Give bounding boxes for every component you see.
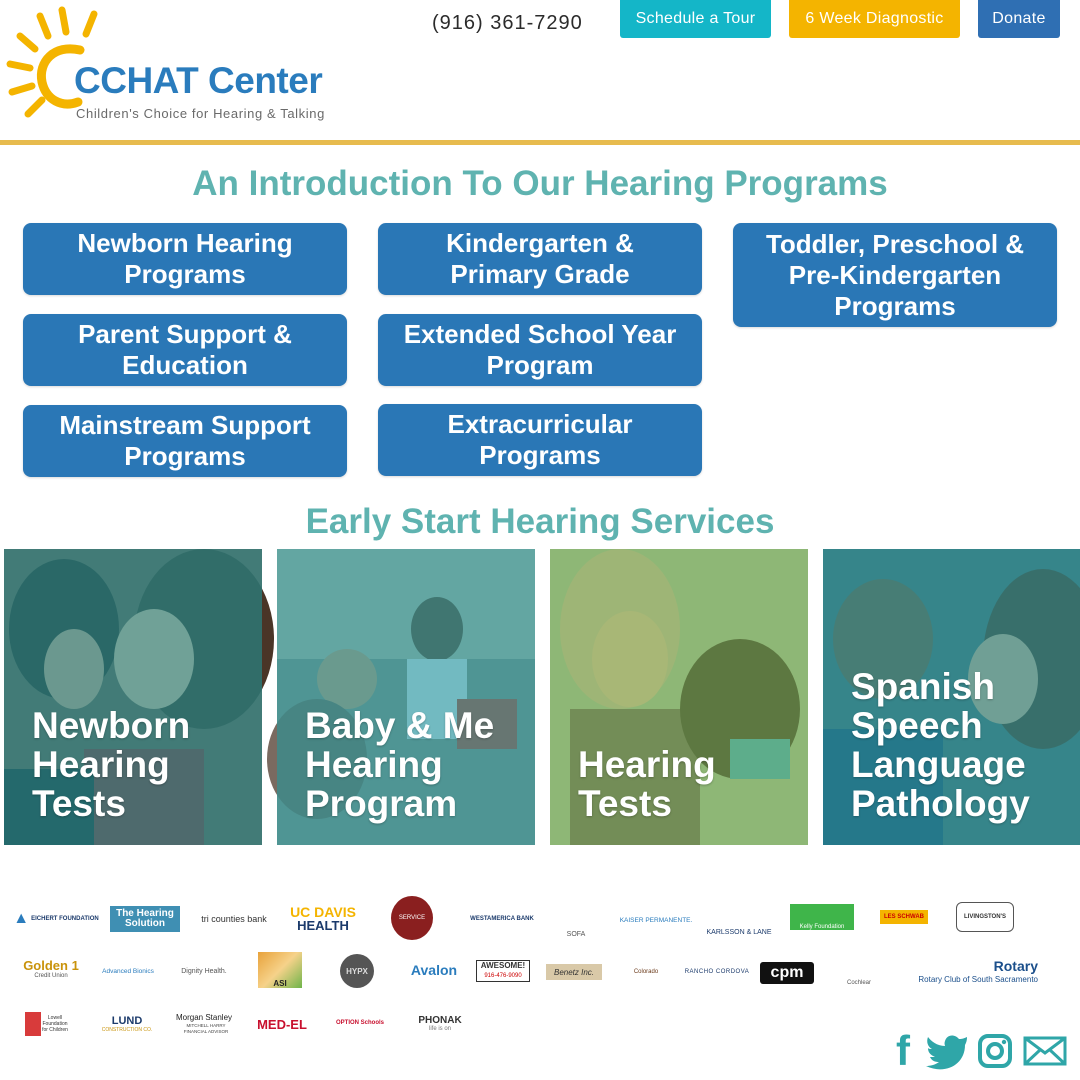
instagram-icon — [977, 1033, 1013, 1069]
awesome-phone: 916-476-9090 — [484, 973, 522, 979]
lund-sub-text: CONSTRUCTION CO. — [101, 1027, 153, 1033]
logo-subtitle: Children's Choice for Hearing & Talking — [76, 106, 325, 121]
phonak-tagline: life is on — [428, 1026, 451, 1032]
sponsor-golden1[interactable] — [20, 960, 82, 982]
tile-spanish-slp[interactable] — [823, 549, 1080, 845]
phonak-text: PHONAK — [418, 1015, 462, 1026]
sponsor-advanced-bionics[interactable]: Advanced Bionics — [102, 967, 154, 975]
ucdavis-text: UC DAVIS — [290, 904, 356, 920]
donate-button[interactable]: Donate — [978, 0, 1060, 38]
sofa-label: SOFA — [566, 931, 586, 938]
mail-icon — [1023, 1036, 1067, 1066]
sponsor-logos — [0, 890, 1080, 1050]
tile-newborn-hearing-tests[interactable] — [4, 549, 262, 845]
facebook-icon: f — [896, 1027, 910, 1074]
cchat-logo[interactable] — [2, 2, 362, 132]
schedule-tour-button[interactable]: Schedule a Tour — [620, 0, 771, 38]
early-start-heading: Early Start Hearing Services — [305, 502, 775, 541]
sponsor-kaiser[interactable]: KAISER PERMANENTE. — [619, 916, 693, 924]
phone-number-link[interactable]: (916) 361-7290 — [432, 12, 583, 34]
tile-hearing-tests[interactable] — [550, 549, 808, 845]
sponsor-tri-counties[interactable]: tri counties bank — [201, 914, 267, 924]
sponsor-colorado[interactable]: Colorado — [633, 969, 659, 975]
sponsor-uc-davis[interactable] — [288, 902, 358, 936]
sponsor-cochlear[interactable]: Cochlear — [846, 980, 871, 986]
diagnostic-button[interactable]: 6 Week Diagnostic — [789, 0, 960, 38]
header-divider — [0, 140, 1080, 145]
programs-heading: An Introduction To Our Hearing Programs — [192, 164, 888, 203]
awesome-text: AWESOME! — [480, 961, 526, 970]
rotary-club-text: Rotary Club of South Sacramento — [918, 975, 1038, 984]
twitter-icon — [925, 1033, 969, 1069]
sponsor-rotary[interactable] — [890, 956, 1038, 990]
program-newborn-hearing[interactable]: Newborn Hearing Programs — [23, 223, 347, 295]
sponsor-cpm[interactable]: cpm — [760, 962, 814, 984]
sponsor-westamerica[interactable]: WESTAMERICA BANK — [470, 916, 534, 922]
tile-label: Baby & Me Hearing Program — [305, 705, 495, 824]
sponsor-sofa[interactable] — [558, 902, 594, 938]
program-extended-school-year[interactable]: Extended School Year Program — [378, 314, 702, 386]
sponsor-asi[interactable]: ASI — [258, 952, 302, 988]
program-kindergarten-primary[interactable]: Kindergarten & Primary Grade — [378, 223, 702, 295]
sponsor-phonak[interactable] — [418, 1014, 462, 1036]
twitter-link[interactable] — [924, 1030, 970, 1072]
sponsor-karlsson-lane[interactable]: KARLSSON & LANE — [706, 929, 772, 936]
morgan-advisor-text: MITCHELL HARRY FINANCIAL ADVISOR — [183, 1023, 229, 1034]
sponsor-rancho-cordova[interactable]: RANCHO CORDOVA — [684, 969, 750, 975]
sponsor-service-seal[interactable]: SERVICE — [391, 896, 433, 940]
sponsor-hypx[interactable]: HYPX — [340, 954, 374, 988]
program-mainstream-support[interactable]: Mainstream Support Programs — [23, 405, 347, 477]
eichert-triangle-icon: ▲ — [13, 910, 30, 927]
health-text: HEALTH — [297, 918, 349, 933]
sponsor-option-schools[interactable]: OPTION Schools — [335, 1020, 384, 1026]
golden1-text: Golden 1 — [23, 958, 79, 973]
mail-link[interactable] — [1022, 1030, 1068, 1072]
morgan-stanley-text: Morgan Stanley — [176, 1013, 233, 1022]
sponsor-lowell-foundation[interactable]: Lowell Foundation for Children — [25, 1012, 69, 1036]
facebook-link[interactable] — [888, 1027, 918, 1074]
credit-union-text: Credit Union — [34, 973, 68, 979]
site-header — [0, 0, 1080, 142]
program-toddler-preschool[interactable]: Toddler, Preschool & Pre-Kindergarten Programs — [733, 223, 1057, 327]
sponsor-dignity-health[interactable]: Dignity Health. — [181, 967, 227, 975]
logo-title: CCHAT Center — [74, 60, 323, 101]
rotary-text: Rotary — [993, 958, 1038, 974]
sponsor-benetz[interactable]: Benetz Inc. — [546, 964, 602, 980]
sponsor-hearing-solution[interactable]: The Hearing Solution — [110, 906, 180, 932]
tile-label: Spanish Speech Language Pathology — [851, 666, 1030, 824]
sponsor-morgan-stanley[interactable] — [176, 1010, 236, 1038]
tile-label: Newborn Hearing Tests — [32, 705, 191, 824]
sponsor-kelly-foundation[interactable]: Kelly Foundation — [790, 904, 854, 930]
sponsor-livingstons[interactable]: LIVINGSTON'S — [956, 902, 1014, 932]
sponsor-med-el[interactable]: MED-EL — [257, 1016, 307, 1032]
program-parent-support[interactable]: Parent Support & Education — [23, 314, 347, 386]
sponsor-awesome[interactable] — [476, 960, 530, 982]
sponsor-eichert[interactable]: ▲ EICHERT FOUNDATION — [13, 910, 99, 927]
sponsor-les-schwab[interactable]: LES SCHWAB — [880, 910, 928, 924]
tile-label: Hearing Tests — [578, 744, 716, 824]
instagram-link[interactable] — [976, 1030, 1014, 1072]
tile-baby-and-me-program[interactable] — [277, 549, 535, 845]
program-extracurricular[interactable]: Extracurricular Programs — [378, 404, 702, 476]
sponsor-lund[interactable] — [96, 1014, 158, 1038]
lund-text: LUND — [111, 1015, 143, 1027]
sponsor-avalon[interactable]: Avalon — [410, 962, 458, 978]
